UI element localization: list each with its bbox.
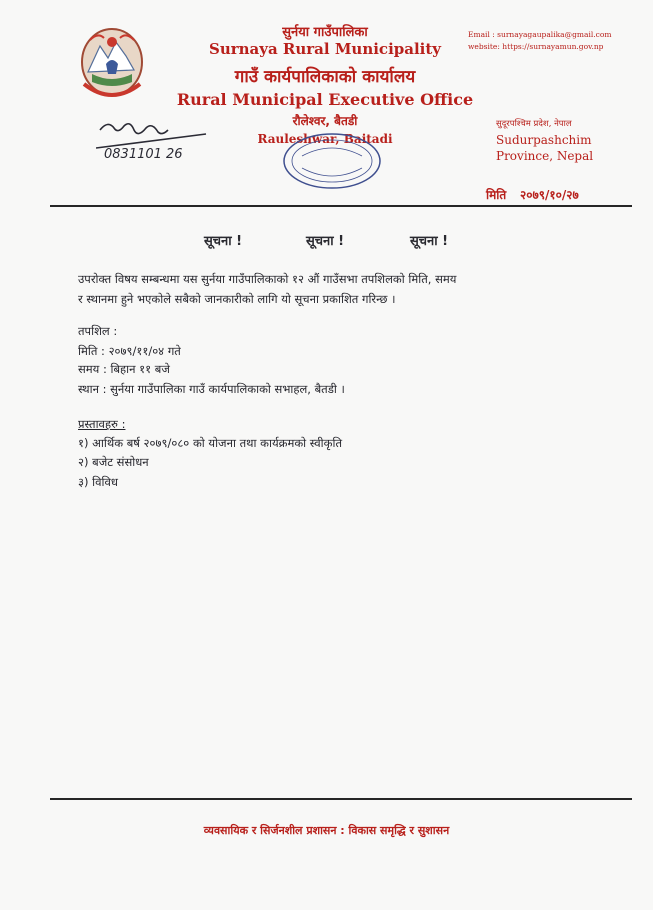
notice-heading-1: सूचना ! <box>204 234 243 249</box>
date-label: मिति <box>486 188 507 202</box>
notice-heading-3: सूचना ! <box>410 234 449 249</box>
location-english: Rauleshwar, Baitadi <box>257 132 393 146</box>
location-nepali: रौलेश्वर, बैतडी <box>292 114 358 128</box>
contact-email: Email : surnayagaupalika@gmail.com <box>468 30 612 39</box>
nepal-emblem-icon <box>78 24 146 104</box>
proposal-item: २) बजेट संसोधन <box>78 455 149 469</box>
contact-website: website: https://surnayamun.gov.np <box>468 42 604 51</box>
proposals-heading: प्रस्तावहरु : <box>78 417 126 431</box>
schedule-time: समय : बिहान ११ बजे <box>78 362 170 376</box>
footer-motto: व्यवसायिक र सिर्जनशील प्रशासन : विकास समृद्धि र सुशासन <box>203 824 450 837</box>
handwritten-reference-signature <box>96 118 216 166</box>
office-name-english: Rural Municipal Executive Office <box>176 90 474 109</box>
schedule-heading: तपशिल : <box>78 324 118 338</box>
date-value: २०७९/१०/२७ <box>520 188 579 202</box>
notice-body-line-2: र स्थानमा हुने भएकोले सबैको जानकारीको लागि यो सूचना प्रकाशित गरिन्छ । <box>78 292 396 306</box>
handwritten-reference-number: 0831101 26 <box>104 147 183 162</box>
office-stamp <box>280 130 384 192</box>
notice-body <box>78 269 598 309</box>
proposal-item: ३) विविध <box>78 475 118 489</box>
schedule-date: मिति : २०७९/११/०४ गते <box>78 344 181 358</box>
notice-heading-2: सूचना ! <box>306 234 345 249</box>
province-block <box>496 118 593 164</box>
province-nepali: सुदूरपश्चिम प्रदेश, नेपाल <box>496 119 572 129</box>
schedule-place: स्थान : सुर्नया गाउँपालिका गाउँ कार्यपालिकाको सभाहल, बैतडी । <box>78 382 345 396</box>
notice-body-line-1: उपरोक्त विषय सम्बन्धमा यस सुर्नया गाउँपालिकाको १२ औं गाउँसभा तपशिलको मिति, समय <box>78 272 457 286</box>
office-name-nepali: गाउँ कार्यपालिकाको कार्यालय <box>234 67 416 87</box>
municipality-name-english: Surnaya Rural Municipality <box>208 40 442 58</box>
header-divider <box>50 205 632 207</box>
proposal-item: १) आर्थिक बर्ष २०७९/०८० को योजना तथा कार्यक्रमको स्वीकृति <box>78 436 343 450</box>
province-english-line2: Province, Nepal <box>496 149 594 163</box>
municipality-name-nepali: सुर्नया गाउँपालिका <box>282 25 368 40</box>
province-english-line1: Sudurpashchim <box>496 133 592 147</box>
footer-divider <box>50 798 632 800</box>
